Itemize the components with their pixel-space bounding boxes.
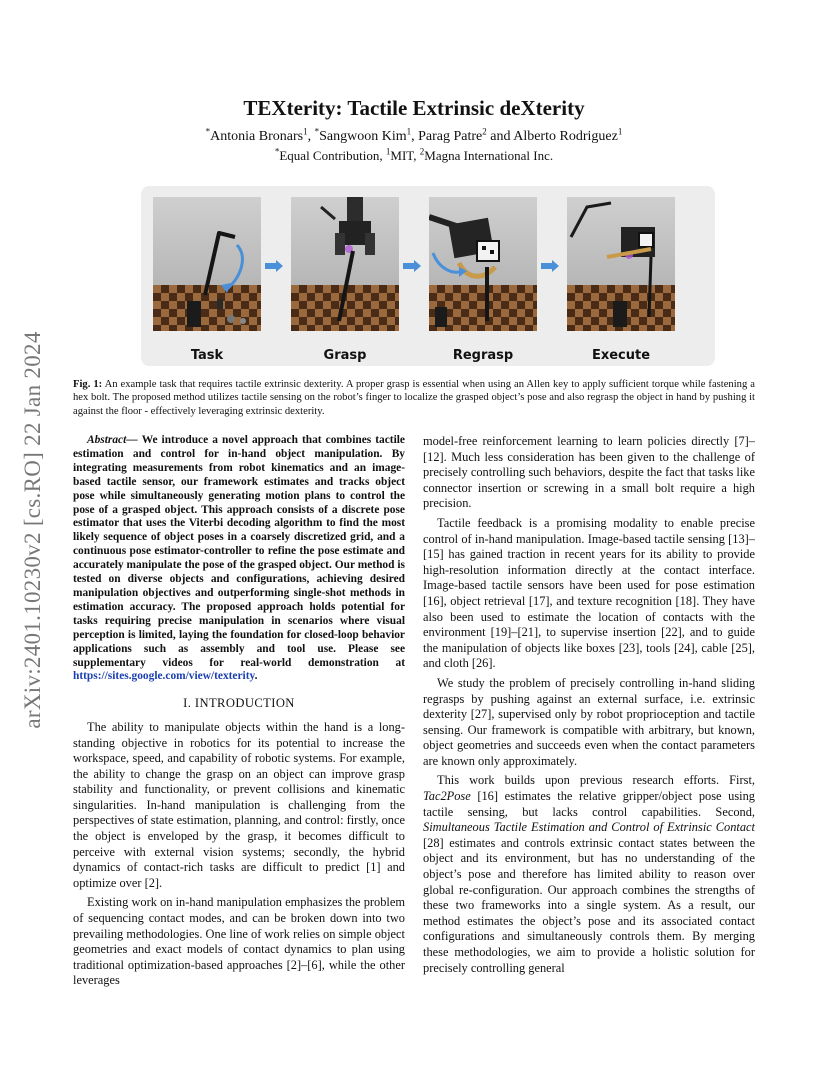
execute-photo (567, 197, 675, 331)
task-photo (153, 197, 261, 331)
paper-title: TEXterity: Tactile Extrinsic deXterity (243, 96, 585, 120)
grasp-photo (291, 197, 399, 331)
right-column (423, 434, 755, 976)
arxiv-identifier: arXiv:2401.10230v2 [cs.RO] 22 Jan 2024 (20, 331, 45, 729)
section-heading-introduction: I. INTRODUCTION (183, 696, 295, 711)
panel-label-task: Task (190, 348, 224, 363)
figure-caption: Fig. 1: An example task that requires tactile extrinsic dexterity. A proper grasp is essential when using an Allen key to apply sufficient torque while fastening a hex bolt. The proposed method utilizes tactile sensing on the robot’s finger to localize the grasped object’s pose and also regrasp the object in hand by pushing it against the floor - effectively leveraging extrinsic dexterity. (73, 379, 755, 417)
intro-paragraph: The ability to manipulate objects within the hand is a long-standing objective in robotics for its potential to increase the workspace, speed, and capability of robotic systems. For example, the ability to change the grasp on an object can improve grasp stability and functionality, or prevent collisions and kinematic singularities. In-hand manipulation is challenging from the perspectives of state estimation, planning, and control: firstly, once the object is enveloped by the grasp, it becomes difficult to perceive with external vision systems; secondly, the hybrid dynamics of contact-rich tasks are difficult to predict [1] and optimize over [2]. (73, 719, 405, 890)
intro-paragraph: Existing work on in-hand manipulation emphasizes the problem of sequencing contact modes, and can be broken down into two prevailing methodologies. One line of work relies on simple object geometries and exact models of contact dynamics to plan using traditional optimization-based approaches [2]–[6], while the other leverages (73, 895, 405, 988)
panel-label-grasp: Grasp (323, 348, 367, 363)
author: *Antonia Bronars$^1$ (205, 126, 308, 144)
abstract: Abstract— We introduce a novel approach that combines tactile estimation and control for in-hand object manipulation. By integrating measurements from robot kinematics and an image-based tactile sensor, our framework estimates and tracks object pose while simultaneously generating motion plans to control the pose of a grasped object. This approach consists of a discrete pose estimator that uses the Viterbi decoding algorithm to find the most likely sequence of object poses in a coarsely discretized grid, and a continuous pose estimator-controller to refine the pose estimate and accurately manipulate the pose of the grasped object. Our method is tested on diverse objects and configurations, achieving desired manipulation objectives and outperforming single-shot methods in estimation accuracy. The proposed approach holds potential for tasks requiring precise manipulation in scenarios where visual perception is limited, laying the foundation for closed-loop behavior applications such as assembly and tool use. Please see supplementary videos for real-world demonstration at https://sites.google.com/view/texterity. (73, 434, 405, 683)
regrasp-photo (429, 197, 537, 331)
body-paragraph: This work builds upon previous research efforts. First, Tac2Pose [16] estimates the relative gripper/object pose using tactile sensing, but lacks control capabilities. Second, Simultaneous Tactile Estimation and Control of Extrinsic Contact [28] estimates and controls extrinsic contact states between the object and its environment, but has no understanding of the object’s pose and therefore has limited ability to reason over global re-configuration. Our approach combines the strengths of these two frameworks into a single system. As a result, our method estimates the object’s pose and its associated contact configurations and simultaneously controls them. By merging these methodologies, we aim to provide a holistic solution for precisely controlling general (423, 773, 755, 975)
arrow-right-icon (541, 259, 559, 271)
arrow-right-icon (265, 259, 283, 271)
arrow-right-icon (403, 259, 421, 271)
body-paragraph: Tactile feedback is a promising modality to enable precise control of in-hand manipulation. Image-based tactile sensing [13]–[15] has gained traction in recent years for its ability to provide high-resolution information directly at the contact interface. Image-based tactile sensors have been used for pose estimation [16], object retrieval [17], and texture recognition [18]. They have also been used to estimate the location of contacts with the environment [19]–[21], to supervise insertion [22], and to guide the manipulation of objects like boxes [23], tools [24], cable [25], and cloth [26]. (423, 515, 755, 671)
affiliations: *Equal Contribution, $^1$MIT, $^2$Magna International Inc. (274, 146, 554, 163)
author: Parag Patre$^2$ (418, 126, 487, 144)
panel-label-execute: Execute (591, 348, 651, 363)
author: *Sangwoon Kim$^1$ (314, 126, 412, 144)
body-paragraph: We study the problem of precisely controlling in-hand sliding regrasps by pushing against an external surface, i.e. extrinsic dexterity [27], supervised only by robot proprioception and tactile sensing. Our framework is compatible with arbitrary, but known, object geometries and succeeds even when the contact parameters are known only approximately. (423, 675, 755, 768)
supplementary-link[interactable]: https://sites.google.com/view/texterity (73, 670, 255, 683)
author: Alberto Rodriguez$^1$ (513, 126, 623, 144)
left-column (73, 434, 405, 989)
author-list: *Antonia Bronars$^1$, *Sangwoon Kim$^1$, Parag Patre$^2$ and Alberto Rodriguez$^1$ (205, 126, 623, 144)
figure-1 (141, 186, 715, 366)
panel-label-regrasp: Regrasp (452, 348, 514, 363)
body-paragraph: model-free reinforcement learning to learn policies directly [7]–[12]. Much less consideration has been given to the challenge of precisely controlling such behaviors, despite the fact that tasks like connector insertion or screwing in a small bolt require a high precision. (423, 434, 755, 511)
